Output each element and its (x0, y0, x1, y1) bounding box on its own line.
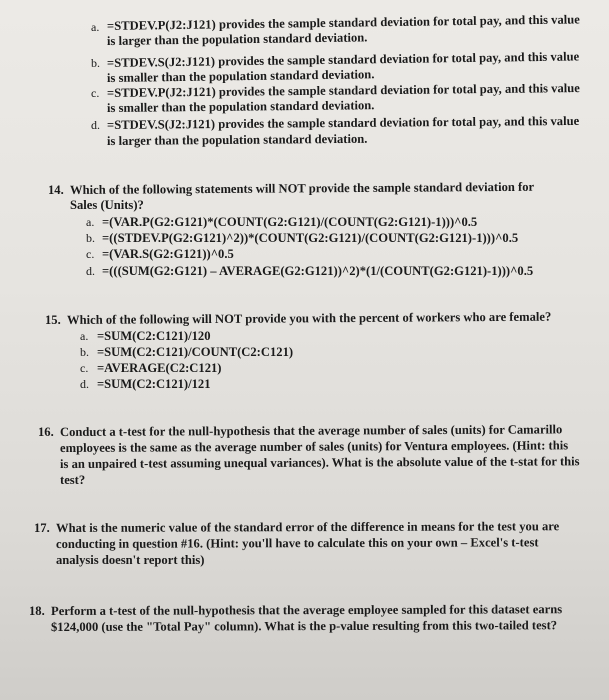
q14-option-d-letter: d. (86, 264, 95, 278)
q14-option-b-letter: b. (86, 231, 95, 245)
q18-prompt-line1: Perform a t-test of the null-hypothesis that the average employee sampled for this dataset earns (50, 602, 563, 618)
q15-option-c-letter: c. (80, 361, 89, 375)
q15-option-d-letter: d. (80, 377, 89, 391)
q13-option-d-letter: d. (91, 118, 100, 132)
q14-option-a-letter: a. (86, 215, 95, 229)
q13-option-b-line2: is smaller than the population standard deviation. (106, 67, 375, 85)
q13-option-c-line2: is smaller than the population standard deviation. (106, 98, 375, 115)
q18-prompt-line2: $124,000 (use the "Total Pay" column). What is the p-value resulting from this two-tailed test? (50, 618, 558, 634)
q15-option-a-letter: a. (80, 329, 89, 343)
q13-option-c-letter: c. (91, 86, 100, 100)
q14-option-c-letter: c. (86, 247, 95, 261)
q14-option-b-text: =((STDEV.P(G2:G121)^2))*(COUNT(G2:G121)/(COUNT(G2:G121)-1)))^0.5 (102, 231, 519, 245)
q14-option-c-text: =(VAR.S(G2:G121))^0.5 (102, 247, 234, 261)
q16-number: 16. (38, 425, 54, 439)
q14-number: 14. (48, 183, 64, 197)
q15-option-b-letter: b. (80, 345, 89, 359)
q14-prompt-line1: Which of the following statements will NOT provide the sample standard deviation for (69, 179, 535, 197)
q15-option-d-text: =SUM(C2:C121)/121 (97, 377, 211, 391)
q13-option-a-line2: is larger than the population standard deviation. (106, 30, 368, 48)
q15-option-c-text: =AVERAGE(C2:C121) (97, 361, 222, 375)
q13-option-b-line1: =STDEV.S(J2:J121) provides the sample standard deviation for total pay, and this value (106, 49, 580, 70)
q17-prompt-line1: What is the numeric value of the standard error of the difference in means for the test you are (55, 519, 560, 535)
q14-option-d-text: =(((SUM(G2:G121) – AVERAGE(G2:G121))^2)*(1/(COUNT(G2:G121)-1)))^0.5 (102, 264, 534, 278)
q17-prompt-line2: conducting in question #16. (Hint: you'll have to calculate this on your own – Excel's t-test (55, 535, 539, 551)
q13-option-b-letter: b. (91, 56, 100, 70)
q17-prompt-line3: analysis doesn't report this) (56, 553, 205, 567)
q16-prompt-line3: is an unpaired t-test assuming unequal variances). What is the absolute value of the t-stat for this (59, 454, 580, 471)
q14-option-a-text: =(VAR.P(G2:G121)*(COUNT(G2:G121)/(COUNT(G2:G121)-1)))^0.5 (102, 215, 478, 229)
q13-option-a-line1: =STDEV.P(J2:J121) provides the sample standard deviation for total pay, and this value (106, 12, 580, 33)
q15-option-a-text: =SUM(C2:C121)/120 (97, 329, 211, 343)
q15-number: 15. (45, 313, 61, 327)
q13-option-c-line1: =STDEV.P(J2:J121) provides the sample standard deviation for total pay, and this value (106, 81, 580, 100)
q16-prompt-line1: Conduct a t-test for the null-hypothesis that the average number of sales (units) for Camarillo (59, 422, 563, 439)
q14-prompt-line2: Sales (Units)? (70, 198, 144, 212)
q15-prompt-line1: Which of the following will NOT provide you with the percent of workers who are female? (66, 309, 552, 327)
q16-prompt-line4: test? (60, 473, 86, 487)
q18-number: 18. (29, 604, 45, 618)
q13-option-d-line2: is larger than the population standard deviation. (106, 131, 368, 148)
q15-option-b-text: =SUM(C2:C121)/COUNT(C2:C121) (97, 345, 294, 359)
q13-option-a-letter: a. (91, 20, 100, 34)
q17-number: 17. (34, 521, 50, 535)
q16-prompt-line2: employees is the same as the average number of sales (units) for Ventura employees. (Hint: this (59, 438, 569, 455)
q13-option-d-line1: =STDEV.S(J2:J121) provides the sample standard deviation for total pay, and this value (106, 113, 580, 132)
